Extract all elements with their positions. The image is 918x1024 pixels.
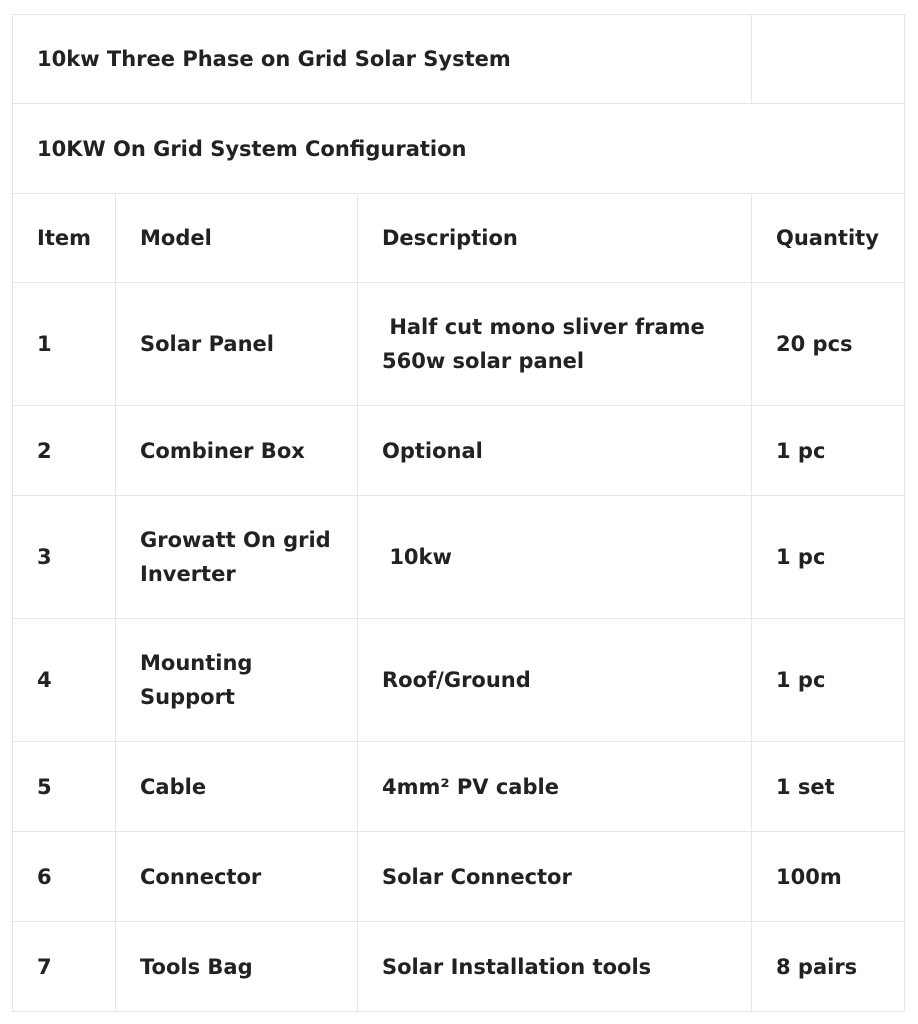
table-row (13, 283, 905, 406)
subtitle-row (13, 104, 905, 194)
quantity-cell: 100m (752, 832, 905, 922)
item-cell: 2 (13, 406, 116, 496)
item-cell: 7 (13, 922, 116, 1012)
quantity-cell: 1 pc (752, 406, 905, 496)
title-row (13, 15, 905, 104)
table-row (13, 832, 905, 922)
table-row (13, 619, 905, 742)
header-model: Model (116, 194, 358, 283)
configuration-table (12, 14, 905, 1012)
table-subtitle: 10KW On Grid System Configuration (13, 104, 905, 194)
description-cell: 10kw (358, 496, 752, 619)
quantity-cell: 8 pairs (752, 922, 905, 1012)
description-cell: Roof/Ground (358, 619, 752, 742)
item-cell: 5 (13, 742, 116, 832)
description-cell: Half cut mono sliver frame 560w solar panel (358, 283, 752, 406)
header-row (13, 194, 905, 283)
quantity-cell: 1 pc (752, 619, 905, 742)
description-cell: Solar Installation tools (358, 922, 752, 1012)
item-cell: 3 (13, 496, 116, 619)
quantity-cell: 1 set (752, 742, 905, 832)
description-cell: Solar Connector (358, 832, 752, 922)
model-cell: Combiner Box (116, 406, 358, 496)
empty-cell (752, 15, 905, 104)
quantity-cell: 20 pcs (752, 283, 905, 406)
table-title: 10kw Three Phase on Grid Solar System (13, 15, 752, 104)
table-row (13, 742, 905, 832)
table-row (13, 406, 905, 496)
model-cell: Growatt On grid Inverter (116, 496, 358, 619)
description-cell: Optional (358, 406, 752, 496)
model-cell: Mounting Support (116, 619, 358, 742)
quantity-cell: 1 pc (752, 496, 905, 619)
model-cell: Tools Bag (116, 922, 358, 1012)
model-cell: Cable (116, 742, 358, 832)
item-cell: 6 (13, 832, 116, 922)
table-row (13, 922, 905, 1012)
item-cell: 4 (13, 619, 116, 742)
model-cell: Solar Panel (116, 283, 358, 406)
header-item: Item (13, 194, 116, 283)
model-cell: Connector (116, 832, 358, 922)
table-row (13, 496, 905, 619)
header-quantity: Quantity (752, 194, 905, 283)
item-cell: 1 (13, 283, 116, 406)
header-description: Description (358, 194, 752, 283)
description-cell: 4mm² PV cable (358, 742, 752, 832)
